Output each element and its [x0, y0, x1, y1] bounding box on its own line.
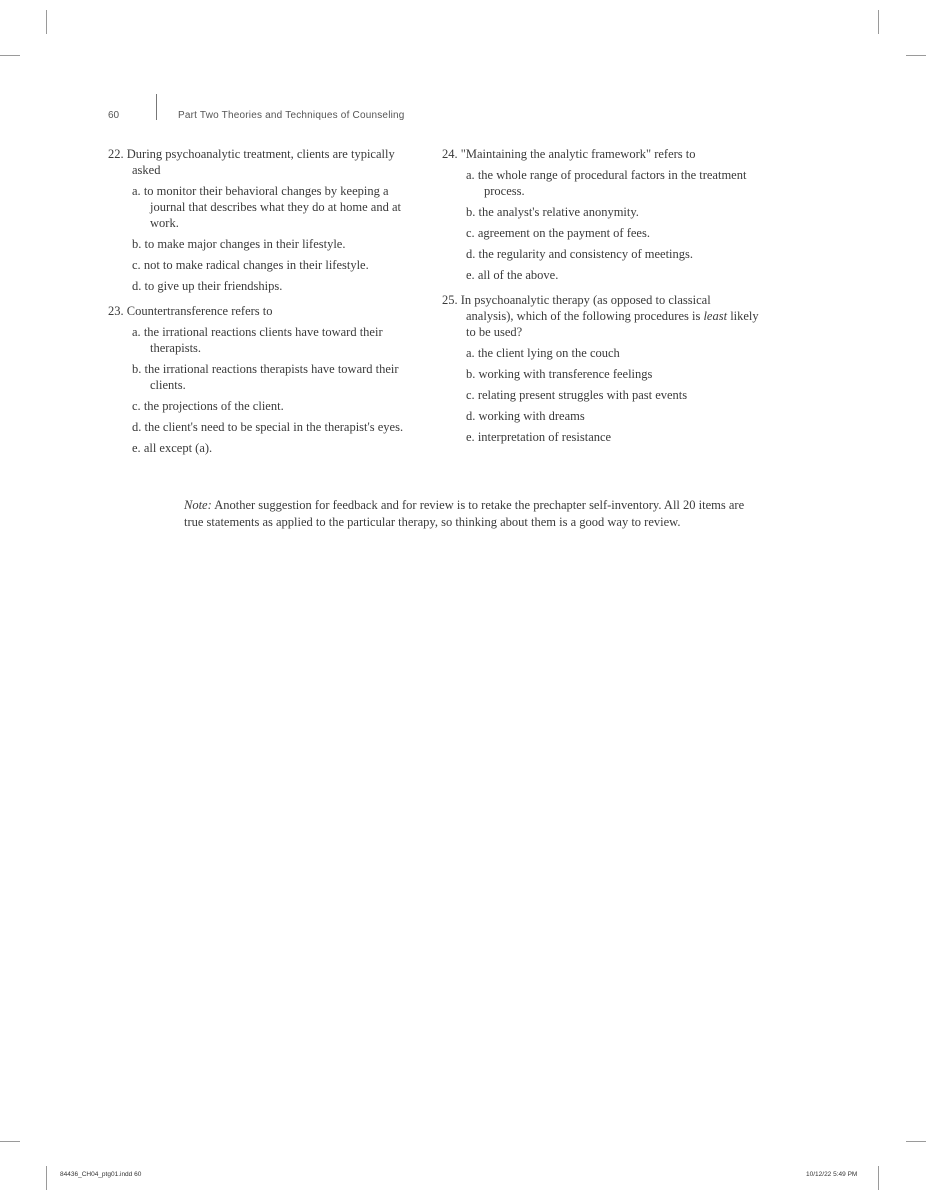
- answer-option: a. the client lying on the couch: [466, 346, 620, 360]
- page-number: 60: [108, 110, 120, 121]
- note-text: Another suggestion for feedback and for review is to retake the prechapter self-inventory. All 20 items are true statements as applied to the particular therapy, so thinking about them is a good way to review.: [184, 498, 745, 529]
- question-25: [442, 292, 760, 445]
- answer-option: d. the client's need to be special in the therapist's eyes.: [132, 420, 404, 434]
- question-stem: 24. "Maintaining the analytic framework" refers to: [442, 147, 696, 161]
- running-head: Part Two Theories and Techniques of Counseling: [178, 110, 405, 121]
- question-24: [442, 146, 760, 283]
- answer-option: c. the projections of the client.: [132, 399, 284, 413]
- question-stem: 23. Countertransference refers to: [108, 304, 273, 318]
- crop-mark: [46, 1166, 47, 1190]
- answer-option: c. agreement on the payment of fees.: [466, 226, 650, 240]
- slug-file: 84436_CH04_ptg01.indd 60: [60, 1171, 142, 1178]
- answer-option: b. the analyst's relative anonymity.: [466, 205, 639, 219]
- slug-timestamp: 10/12/22 5:49 PM: [806, 1171, 858, 1178]
- question-22: [108, 146, 424, 294]
- crop-mark: [0, 55, 20, 56]
- note-paragraph: [184, 497, 758, 531]
- answer-option: e. all except (a).: [132, 441, 213, 455]
- answer-option: a. the irrational reactions clients have toward their therapists.: [132, 325, 383, 355]
- crop-mark: [906, 55, 926, 56]
- crop-mark: [878, 1166, 879, 1190]
- answer-option: c. not to make radical changes in their lifestyle.: [132, 258, 369, 272]
- answer-option: e. all of the above.: [466, 268, 559, 282]
- crop-mark: [878, 10, 879, 34]
- answer-option: d. to give up their friendships.: [132, 279, 283, 293]
- answer-option: c. relating present struggles with past events: [466, 388, 688, 402]
- question-stem: 25. In psychoanalytic therapy (as opposed to classical analysis), which of the following procedures is least likely to be used?: [442, 293, 759, 339]
- header-divider: [156, 94, 157, 120]
- answer-option: e. interpretation of resistance: [466, 430, 612, 444]
- answer-option: a. the whole range of procedural factors in the treatment process.: [466, 168, 747, 198]
- note-label: Note:: [184, 498, 212, 512]
- answer-option: d. working with dreams: [466, 409, 585, 423]
- question-23: [108, 303, 424, 456]
- answer-option: a. to monitor their behavioral changes by keeping a journal that describes what they do at home and at work.: [132, 184, 401, 230]
- crop-mark: [0, 1141, 20, 1142]
- answer-option: d. the regularity and consistency of meetings.: [466, 247, 694, 261]
- left-column: [108, 146, 424, 465]
- answer-option: b. working with transference feelings: [466, 367, 653, 381]
- right-column: [442, 146, 760, 454]
- answer-option: b. the irrational reactions therapists have toward their clients.: [132, 362, 399, 392]
- crop-mark: [906, 1141, 926, 1142]
- crop-mark: [46, 10, 47, 34]
- question-stem: 22. During psychoanalytic treatment, clients are typically asked: [108, 147, 395, 177]
- answer-option: b. to make major changes in their lifestyle.: [132, 237, 346, 251]
